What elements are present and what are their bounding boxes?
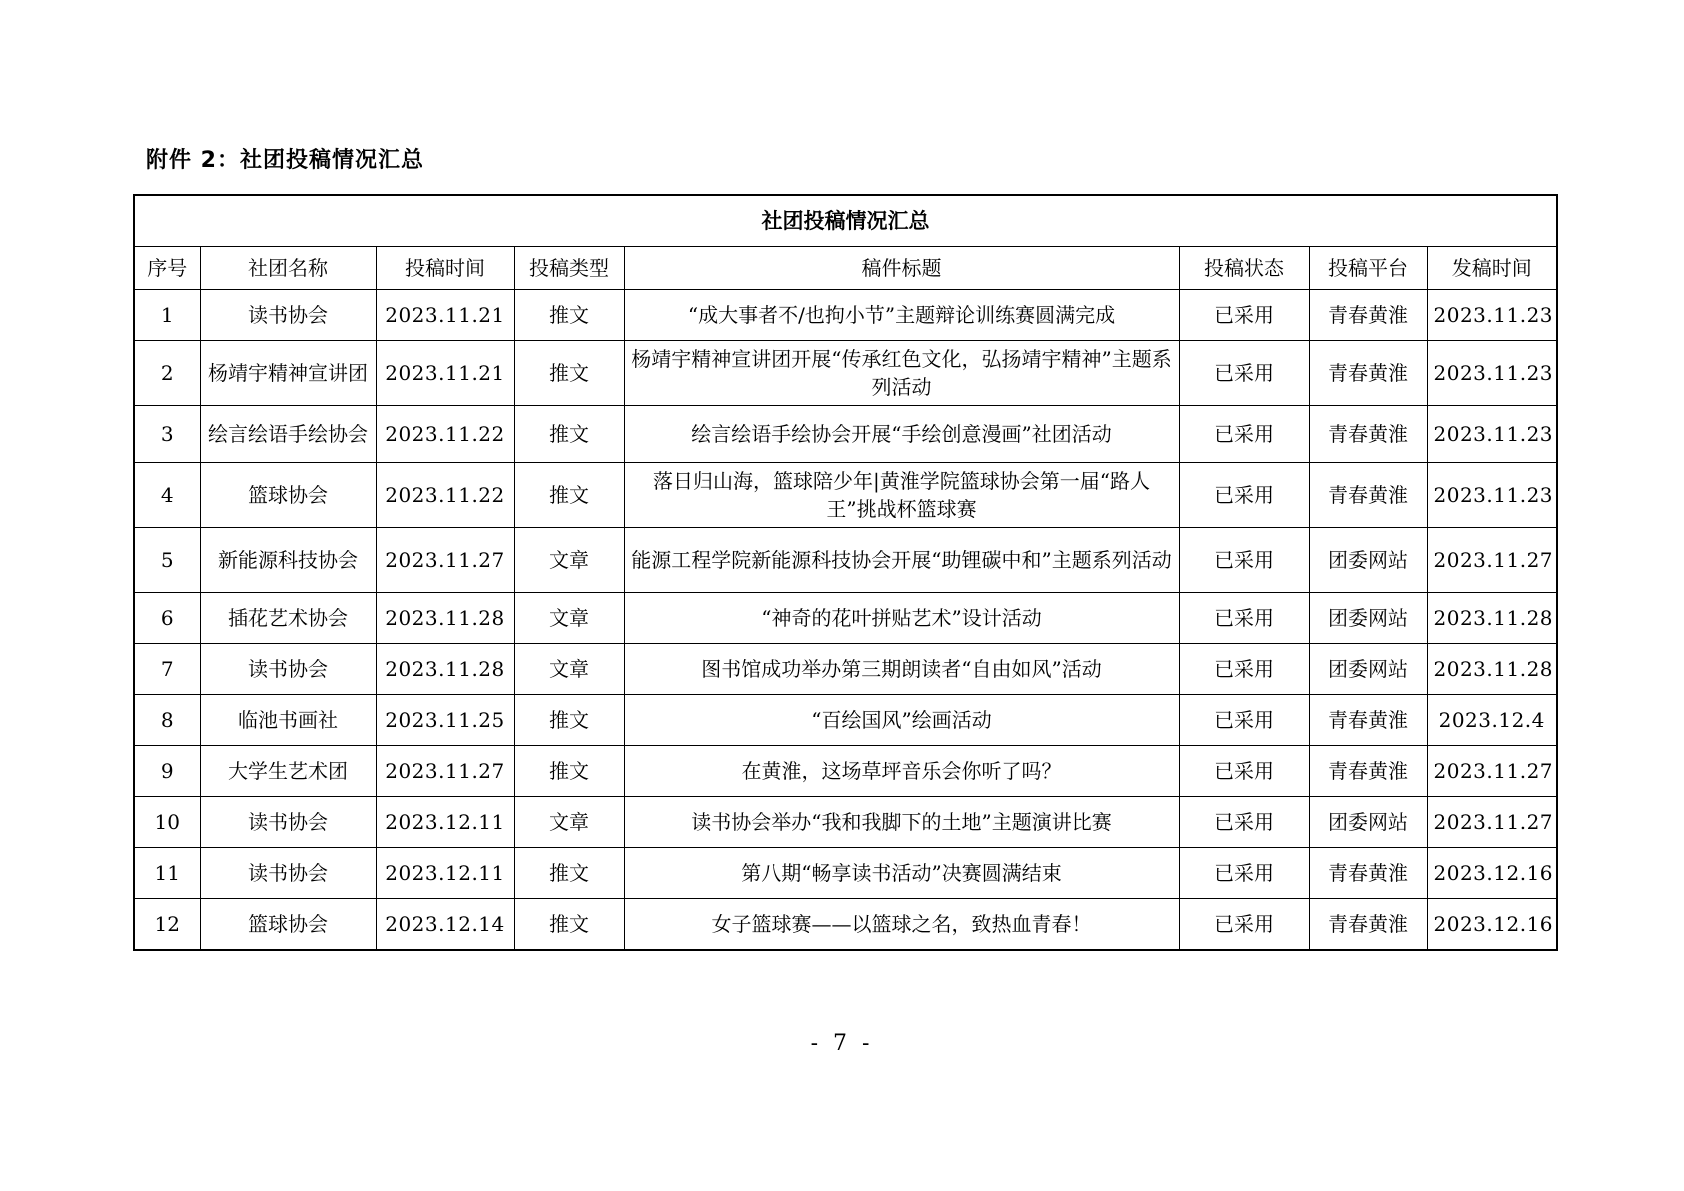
cell-submit-date: 2023.12.11 bbox=[376, 848, 514, 899]
cell-index: 11 bbox=[134, 848, 200, 899]
cell-publish-date: 2023.11.28 bbox=[1427, 644, 1557, 695]
cell-submit-date: 2023.11.21 bbox=[376, 290, 514, 341]
cell-type: 文章 bbox=[514, 797, 624, 848]
cell-publish-date: 2023.11.23 bbox=[1427, 341, 1557, 406]
cell-type: 推文 bbox=[514, 463, 624, 528]
table-row bbox=[134, 463, 1557, 528]
column-header-row bbox=[134, 247, 1557, 290]
cell-submit-date: 2023.11.28 bbox=[376, 644, 514, 695]
cell-title: 读书协会举办“我和我脚下的土地”主题演讲比赛 bbox=[624, 797, 1179, 848]
cell-index: 2 bbox=[134, 341, 200, 406]
column-header: 序号 bbox=[134, 247, 200, 290]
cell-status: 已采用 bbox=[1179, 463, 1309, 528]
cell-submit-date: 2023.11.27 bbox=[376, 528, 514, 593]
cell-type: 推文 bbox=[514, 290, 624, 341]
cell-type: 推文 bbox=[514, 406, 624, 463]
cell-publish-date: 2023.11.28 bbox=[1427, 593, 1557, 644]
cell-type: 推文 bbox=[514, 695, 624, 746]
cell-index: 1 bbox=[134, 290, 200, 341]
cell-platform: 团委网站 bbox=[1309, 593, 1427, 644]
page-number: - 7 - bbox=[810, 1031, 874, 1056]
cell-title: “成大事者不/也拘小节”主题辩论训练赛圆满完成 bbox=[624, 290, 1179, 341]
table-row bbox=[134, 341, 1557, 406]
cell-platform: 团委网站 bbox=[1309, 644, 1427, 695]
cell-type: 推文 bbox=[514, 341, 624, 406]
cell-submit-date: 2023.11.22 bbox=[376, 406, 514, 463]
cell-platform: 青春黄淮 bbox=[1309, 746, 1427, 797]
cell-type: 文章 bbox=[514, 593, 624, 644]
cell-title: 图书馆成功举办第三期朗读者“自由如风”活动 bbox=[624, 644, 1179, 695]
table-row bbox=[134, 528, 1557, 593]
cell-index: 10 bbox=[134, 797, 200, 848]
table-heading-row bbox=[134, 195, 1557, 247]
cell-publish-date: 2023.11.27 bbox=[1427, 797, 1557, 848]
cell-title: 在黄淮，这场草坪音乐会你听了吗？ bbox=[624, 746, 1179, 797]
table-row bbox=[134, 746, 1557, 797]
cell-status: 已采用 bbox=[1179, 406, 1309, 463]
cell-platform: 青春黄淮 bbox=[1309, 290, 1427, 341]
cell-publish-date: 2023.11.23 bbox=[1427, 406, 1557, 463]
table-row bbox=[134, 593, 1557, 644]
cell-status: 已采用 bbox=[1179, 528, 1309, 593]
cell-index: 8 bbox=[134, 695, 200, 746]
cell-club-name: 读书协会 bbox=[200, 797, 376, 848]
cell-title: 杨靖宇精神宣讲团开展“传承红色文化，弘扬靖宇精神”主题系列活动 bbox=[624, 341, 1179, 406]
cell-publish-date: 2023.12.4 bbox=[1427, 695, 1557, 746]
cell-title: 绘言绘语手绘协会开展“手绘创意漫画”社团活动 bbox=[624, 406, 1179, 463]
cell-status: 已采用 bbox=[1179, 746, 1309, 797]
cell-title: “百绘国风”绘画活动 bbox=[624, 695, 1179, 746]
cell-index: 6 bbox=[134, 593, 200, 644]
column-header: 稿件标题 bbox=[624, 247, 1179, 290]
cell-status: 已采用 bbox=[1179, 848, 1309, 899]
cell-platform: 青春黄淮 bbox=[1309, 463, 1427, 528]
cell-type: 推文 bbox=[514, 746, 624, 797]
cell-index: 12 bbox=[134, 899, 200, 951]
cell-publish-date: 2023.12.16 bbox=[1427, 899, 1557, 951]
cell-platform: 团委网站 bbox=[1309, 528, 1427, 593]
cell-index: 3 bbox=[134, 406, 200, 463]
cell-platform: 青春黄淮 bbox=[1309, 406, 1427, 463]
column-header: 社团名称 bbox=[200, 247, 376, 290]
table-heading: 社团投稿情况汇总 bbox=[134, 195, 1557, 247]
cell-submit-date: 2023.11.25 bbox=[376, 695, 514, 746]
submission-summary-table bbox=[133, 194, 1558, 951]
cell-index: 9 bbox=[134, 746, 200, 797]
column-header: 发稿时间 bbox=[1427, 247, 1557, 290]
cell-status: 已采用 bbox=[1179, 290, 1309, 341]
column-header: 投稿类型 bbox=[514, 247, 624, 290]
cell-club-name: 读书协会 bbox=[200, 290, 376, 341]
cell-club-name: 新能源科技协会 bbox=[200, 528, 376, 593]
column-header: 投稿时间 bbox=[376, 247, 514, 290]
cell-submit-date: 2023.12.14 bbox=[376, 899, 514, 951]
cell-club-name: 篮球协会 bbox=[200, 899, 376, 951]
cell-submit-date: 2023.11.22 bbox=[376, 463, 514, 528]
cell-club-name: 杨靖宇精神宣讲团 bbox=[200, 341, 376, 406]
cell-club-name: 读书协会 bbox=[200, 848, 376, 899]
cell-club-name: 临池书画社 bbox=[200, 695, 376, 746]
cell-club-name: 插花艺术协会 bbox=[200, 593, 376, 644]
cell-platform: 青春黄淮 bbox=[1309, 899, 1427, 951]
cell-status: 已采用 bbox=[1179, 797, 1309, 848]
cell-publish-date: 2023.11.27 bbox=[1427, 528, 1557, 593]
cell-club-name: 绘言绘语手绘协会 bbox=[200, 406, 376, 463]
cell-platform: 青春黄淮 bbox=[1309, 848, 1427, 899]
cell-type: 文章 bbox=[514, 528, 624, 593]
cell-title: 第八期“畅享读书活动”决赛圆满结束 bbox=[624, 848, 1179, 899]
cell-publish-date: 2023.11.27 bbox=[1427, 746, 1557, 797]
cell-platform: 青春黄淮 bbox=[1309, 695, 1427, 746]
cell-submit-date: 2023.11.21 bbox=[376, 341, 514, 406]
table-row bbox=[134, 406, 1557, 463]
cell-status: 已采用 bbox=[1179, 695, 1309, 746]
cell-index: 4 bbox=[134, 463, 200, 528]
cell-submit-date: 2023.11.28 bbox=[376, 593, 514, 644]
cell-title: “神奇的花叶拼贴艺术”设计活动 bbox=[624, 593, 1179, 644]
table-row bbox=[134, 644, 1557, 695]
cell-type: 文章 bbox=[514, 644, 624, 695]
cell-status: 已采用 bbox=[1179, 341, 1309, 406]
cell-title: 落日归山海，篮球陪少年|黄淮学院篮球协会第一届“路人王”挑战杯篮球赛 bbox=[624, 463, 1179, 528]
cell-submit-date: 2023.11.27 bbox=[376, 746, 514, 797]
cell-submit-date: 2023.12.11 bbox=[376, 797, 514, 848]
cell-index: 5 bbox=[134, 528, 200, 593]
table-body bbox=[134, 195, 1557, 950]
table-row bbox=[134, 899, 1557, 951]
cell-club-name: 读书协会 bbox=[200, 644, 376, 695]
attachment-title: 附件 2：社团投稿情况汇总 bbox=[146, 148, 424, 173]
cell-title: 女子篮球赛——以篮球之名，致热血青春！ bbox=[624, 899, 1179, 951]
cell-type: 推文 bbox=[514, 848, 624, 899]
cell-club-name: 大学生艺术团 bbox=[200, 746, 376, 797]
cell-index: 7 bbox=[134, 644, 200, 695]
cell-club-name: 篮球协会 bbox=[200, 463, 376, 528]
table-row bbox=[134, 290, 1557, 341]
cell-publish-date: 2023.11.23 bbox=[1427, 290, 1557, 341]
cell-platform: 青春黄淮 bbox=[1309, 341, 1427, 406]
column-header: 投稿平台 bbox=[1309, 247, 1427, 290]
cell-status: 已采用 bbox=[1179, 899, 1309, 951]
cell-status: 已采用 bbox=[1179, 593, 1309, 644]
column-header: 投稿状态 bbox=[1179, 247, 1309, 290]
cell-platform: 团委网站 bbox=[1309, 797, 1427, 848]
cell-title: 能源工程学院新能源科技协会开展“助锂碳中和”主题系列活动 bbox=[624, 528, 1179, 593]
table-row bbox=[134, 695, 1557, 746]
cell-type: 推文 bbox=[514, 899, 624, 951]
cell-publish-date: 2023.11.23 bbox=[1427, 463, 1557, 528]
cell-status: 已采用 bbox=[1179, 644, 1309, 695]
table-row bbox=[134, 797, 1557, 848]
cell-publish-date: 2023.12.16 bbox=[1427, 848, 1557, 899]
table-row bbox=[134, 848, 1557, 899]
